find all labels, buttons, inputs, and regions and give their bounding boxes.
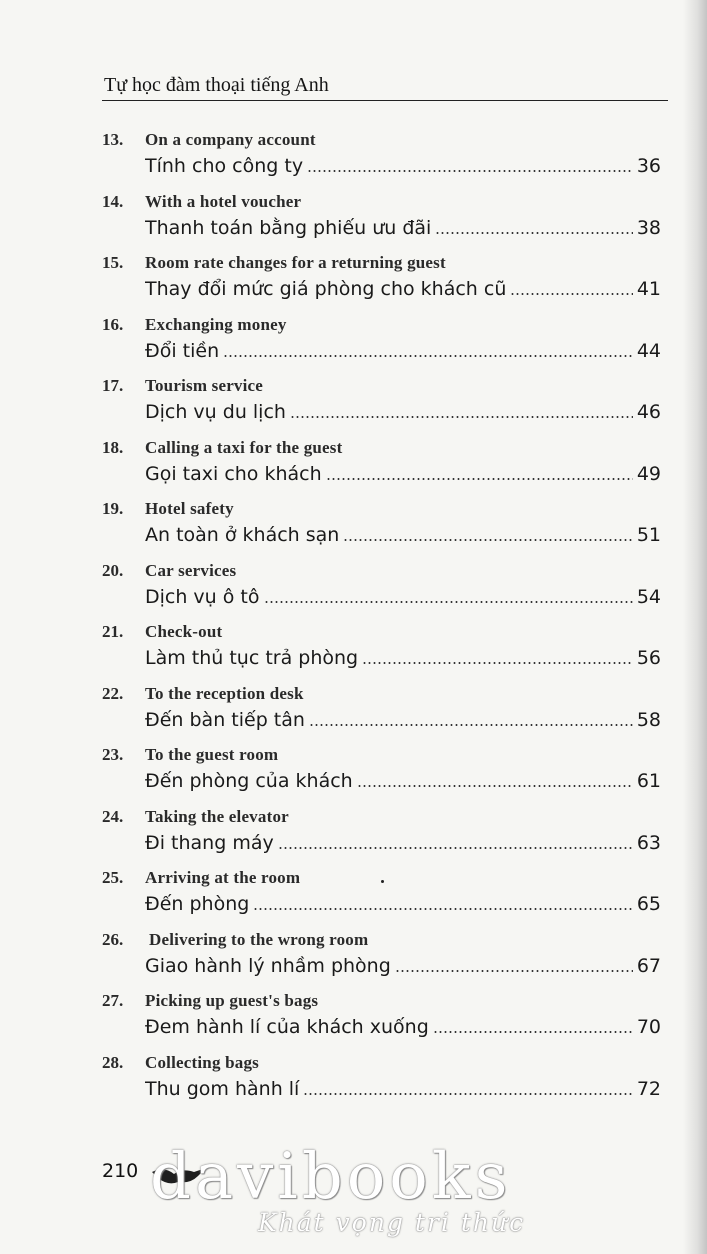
entry-number: 25. <box>102 868 124 887</box>
toc-entry <box>0 930 707 992</box>
dot-leader <box>362 662 633 664</box>
toc-entry <box>0 561 707 623</box>
entry-vietnamese-title: Dịch vụ du lịch <box>145 401 286 423</box>
entry-vietnamese-title: Thu gom hành lí <box>145 1077 300 1100</box>
toc-entry <box>0 438 707 500</box>
entry-page-number: 61 <box>636 770 661 792</box>
toc-entry <box>0 499 707 561</box>
entry-page-number: 36 <box>636 155 661 177</box>
book-title: Tự học đàm thoại tiếng Anh <box>104 74 329 96</box>
dot-leader <box>510 293 632 295</box>
entry-vietnamese-title: Đến phòng <box>145 893 250 915</box>
entry-vietnamese-line <box>145 1014 661 1040</box>
entry-vietnamese-title: Làm thủ tục trả phòng <box>145 647 359 669</box>
entry-page-number: 41 <box>636 278 661 300</box>
toc-entry <box>0 807 707 869</box>
entry-english-title: Exchanging money <box>145 314 287 334</box>
entry-english-title: Arriving at the room <box>145 868 301 887</box>
page-number: 210 <box>102 1160 139 1182</box>
toc-entry <box>0 192 707 254</box>
entry-vietnamese-line <box>145 461 661 487</box>
toc-entry <box>0 253 707 315</box>
toc-entry <box>0 991 707 1053</box>
entry-vietnamese-line <box>145 276 661 302</box>
print-speck <box>381 880 384 883</box>
entry-page-number: 72 <box>636 1077 661 1100</box>
entry-vietnamese-line <box>145 645 661 671</box>
entry-page-number: 38 <box>636 216 661 239</box>
toc-entry <box>0 315 707 377</box>
entry-vietnamese-line <box>145 1076 661 1102</box>
entry-vietnamese-line <box>145 953 661 979</box>
watermark-brand: davibooks <box>150 1140 512 1214</box>
entry-page-number: 56 <box>636 647 661 669</box>
entry-english-title: Hotel safety <box>145 499 234 518</box>
entry-number: 19. <box>102 499 124 518</box>
entry-vietnamese-line <box>145 707 661 733</box>
entry-vietnamese-line <box>145 830 661 856</box>
entry-number: 13. <box>102 130 124 149</box>
dot-leader <box>264 601 633 603</box>
entry-english-title: With a hotel voucher <box>145 191 302 211</box>
entry-page-number: 70 <box>636 1016 661 1038</box>
toc-entry <box>0 130 707 192</box>
entry-number: 27. <box>102 991 124 1010</box>
entry-english-title: Car services <box>145 560 237 580</box>
entry-number: 18. <box>102 437 124 457</box>
entry-number: 23. <box>102 745 124 764</box>
dot-leader <box>223 355 633 357</box>
entry-page-number: 46 <box>636 401 661 423</box>
entry-number: 16. <box>102 314 124 334</box>
toc-entry <box>0 622 707 684</box>
entry-english-title: To the guest room <box>145 745 279 764</box>
entry-vietnamese-title: Đổi tiền <box>145 339 220 362</box>
toc-entry <box>0 745 707 807</box>
entry-number: 26. <box>102 929 124 949</box>
dot-leader <box>278 847 633 849</box>
entry-page-number: 67 <box>636 954 661 977</box>
entry-english-title: Taking the elevator <box>145 806 289 826</box>
entry-number: 15. <box>102 253 124 272</box>
entry-vietnamese-line <box>145 584 661 610</box>
entry-english-title: On a company account <box>145 130 316 149</box>
entry-vietnamese-line <box>145 891 661 917</box>
dot-leader <box>357 785 633 787</box>
entry-vietnamese-title: Tính cho công ty <box>145 155 304 177</box>
dot-leader <box>290 416 633 418</box>
entry-english-title: Calling a taxi for the guest <box>145 437 343 457</box>
entry-english-title: Tourism service <box>145 376 264 395</box>
entry-number: 21. <box>102 622 124 641</box>
watermark-tagline: Khát vọng tri thức <box>258 1208 526 1237</box>
dot-leader <box>326 478 633 480</box>
entry-page-number: 44 <box>636 339 661 362</box>
entry-number: 22. <box>102 683 124 703</box>
toc-entry <box>0 1053 707 1115</box>
entry-vietnamese-title: Đem hành lí của khách xuống <box>145 1016 429 1038</box>
entry-page-number: 54 <box>636 585 661 608</box>
entry-page-number: 58 <box>636 708 661 731</box>
entry-vietnamese-title: Đến phòng của khách <box>145 770 353 792</box>
toc-entry <box>0 376 707 438</box>
dot-leader <box>307 170 633 172</box>
dot-leader <box>435 232 632 234</box>
entry-vietnamese-title: Giao hành lý nhầm phòng <box>145 954 391 977</box>
entry-english-title: Delivering to the wrong room <box>149 929 369 949</box>
entry-number: 24. <box>102 806 124 826</box>
dot-leader <box>395 970 633 972</box>
dot-leader <box>343 539 632 541</box>
entry-vietnamese-line <box>145 522 661 548</box>
toc-entry <box>0 684 707 746</box>
entry-english-title: Check-out <box>145 622 223 641</box>
entry-page-number: 63 <box>636 831 661 854</box>
entry-page-number: 51 <box>636 524 661 546</box>
entry-vietnamese-title: Thanh toán bằng phiếu ưu đãi <box>145 216 432 239</box>
entry-english-title: Room rate changes for a returning guest <box>145 253 446 272</box>
dot-leader <box>253 908 632 910</box>
entry-vietnamese-title: Dịch vụ ô tô <box>145 585 260 608</box>
entry-vietnamese-title: Thay đổi mức giá phòng cho khách cũ <box>145 278 507 300</box>
entry-number: 17. <box>102 376 124 395</box>
entry-vietnamese-title: Đến bàn tiếp tân <box>145 708 305 731</box>
entry-page-number: 65 <box>636 893 661 915</box>
entry-english-title: To the reception desk <box>145 683 304 703</box>
entry-vietnamese-line <box>145 399 661 425</box>
dot-leader <box>309 724 633 726</box>
running-header <box>102 74 668 101</box>
entry-number: 14. <box>102 191 124 211</box>
entry-vietnamese-line <box>145 153 661 179</box>
toc-entry <box>0 868 707 930</box>
dot-leader <box>433 1031 633 1033</box>
entry-vietnamese-line <box>145 338 661 364</box>
entry-number: 20. <box>102 560 124 580</box>
entry-vietnamese-title: Gọi taxi cho khách <box>145 462 322 485</box>
entry-vietnamese-line <box>145 768 661 794</box>
dot-leader <box>303 1093 632 1095</box>
entry-page-number: 49 <box>636 462 661 485</box>
entry-english-title: Picking up guest's bags <box>145 991 319 1010</box>
entry-number: 28. <box>102 1052 124 1072</box>
entry-vietnamese-title: Đi thang máy <box>145 831 274 854</box>
entry-vietnamese-title: An toàn ở khách sạn <box>145 524 340 546</box>
entry-vietnamese-line <box>145 215 661 241</box>
entry-english-title: Collecting bags <box>145 1052 259 1072</box>
